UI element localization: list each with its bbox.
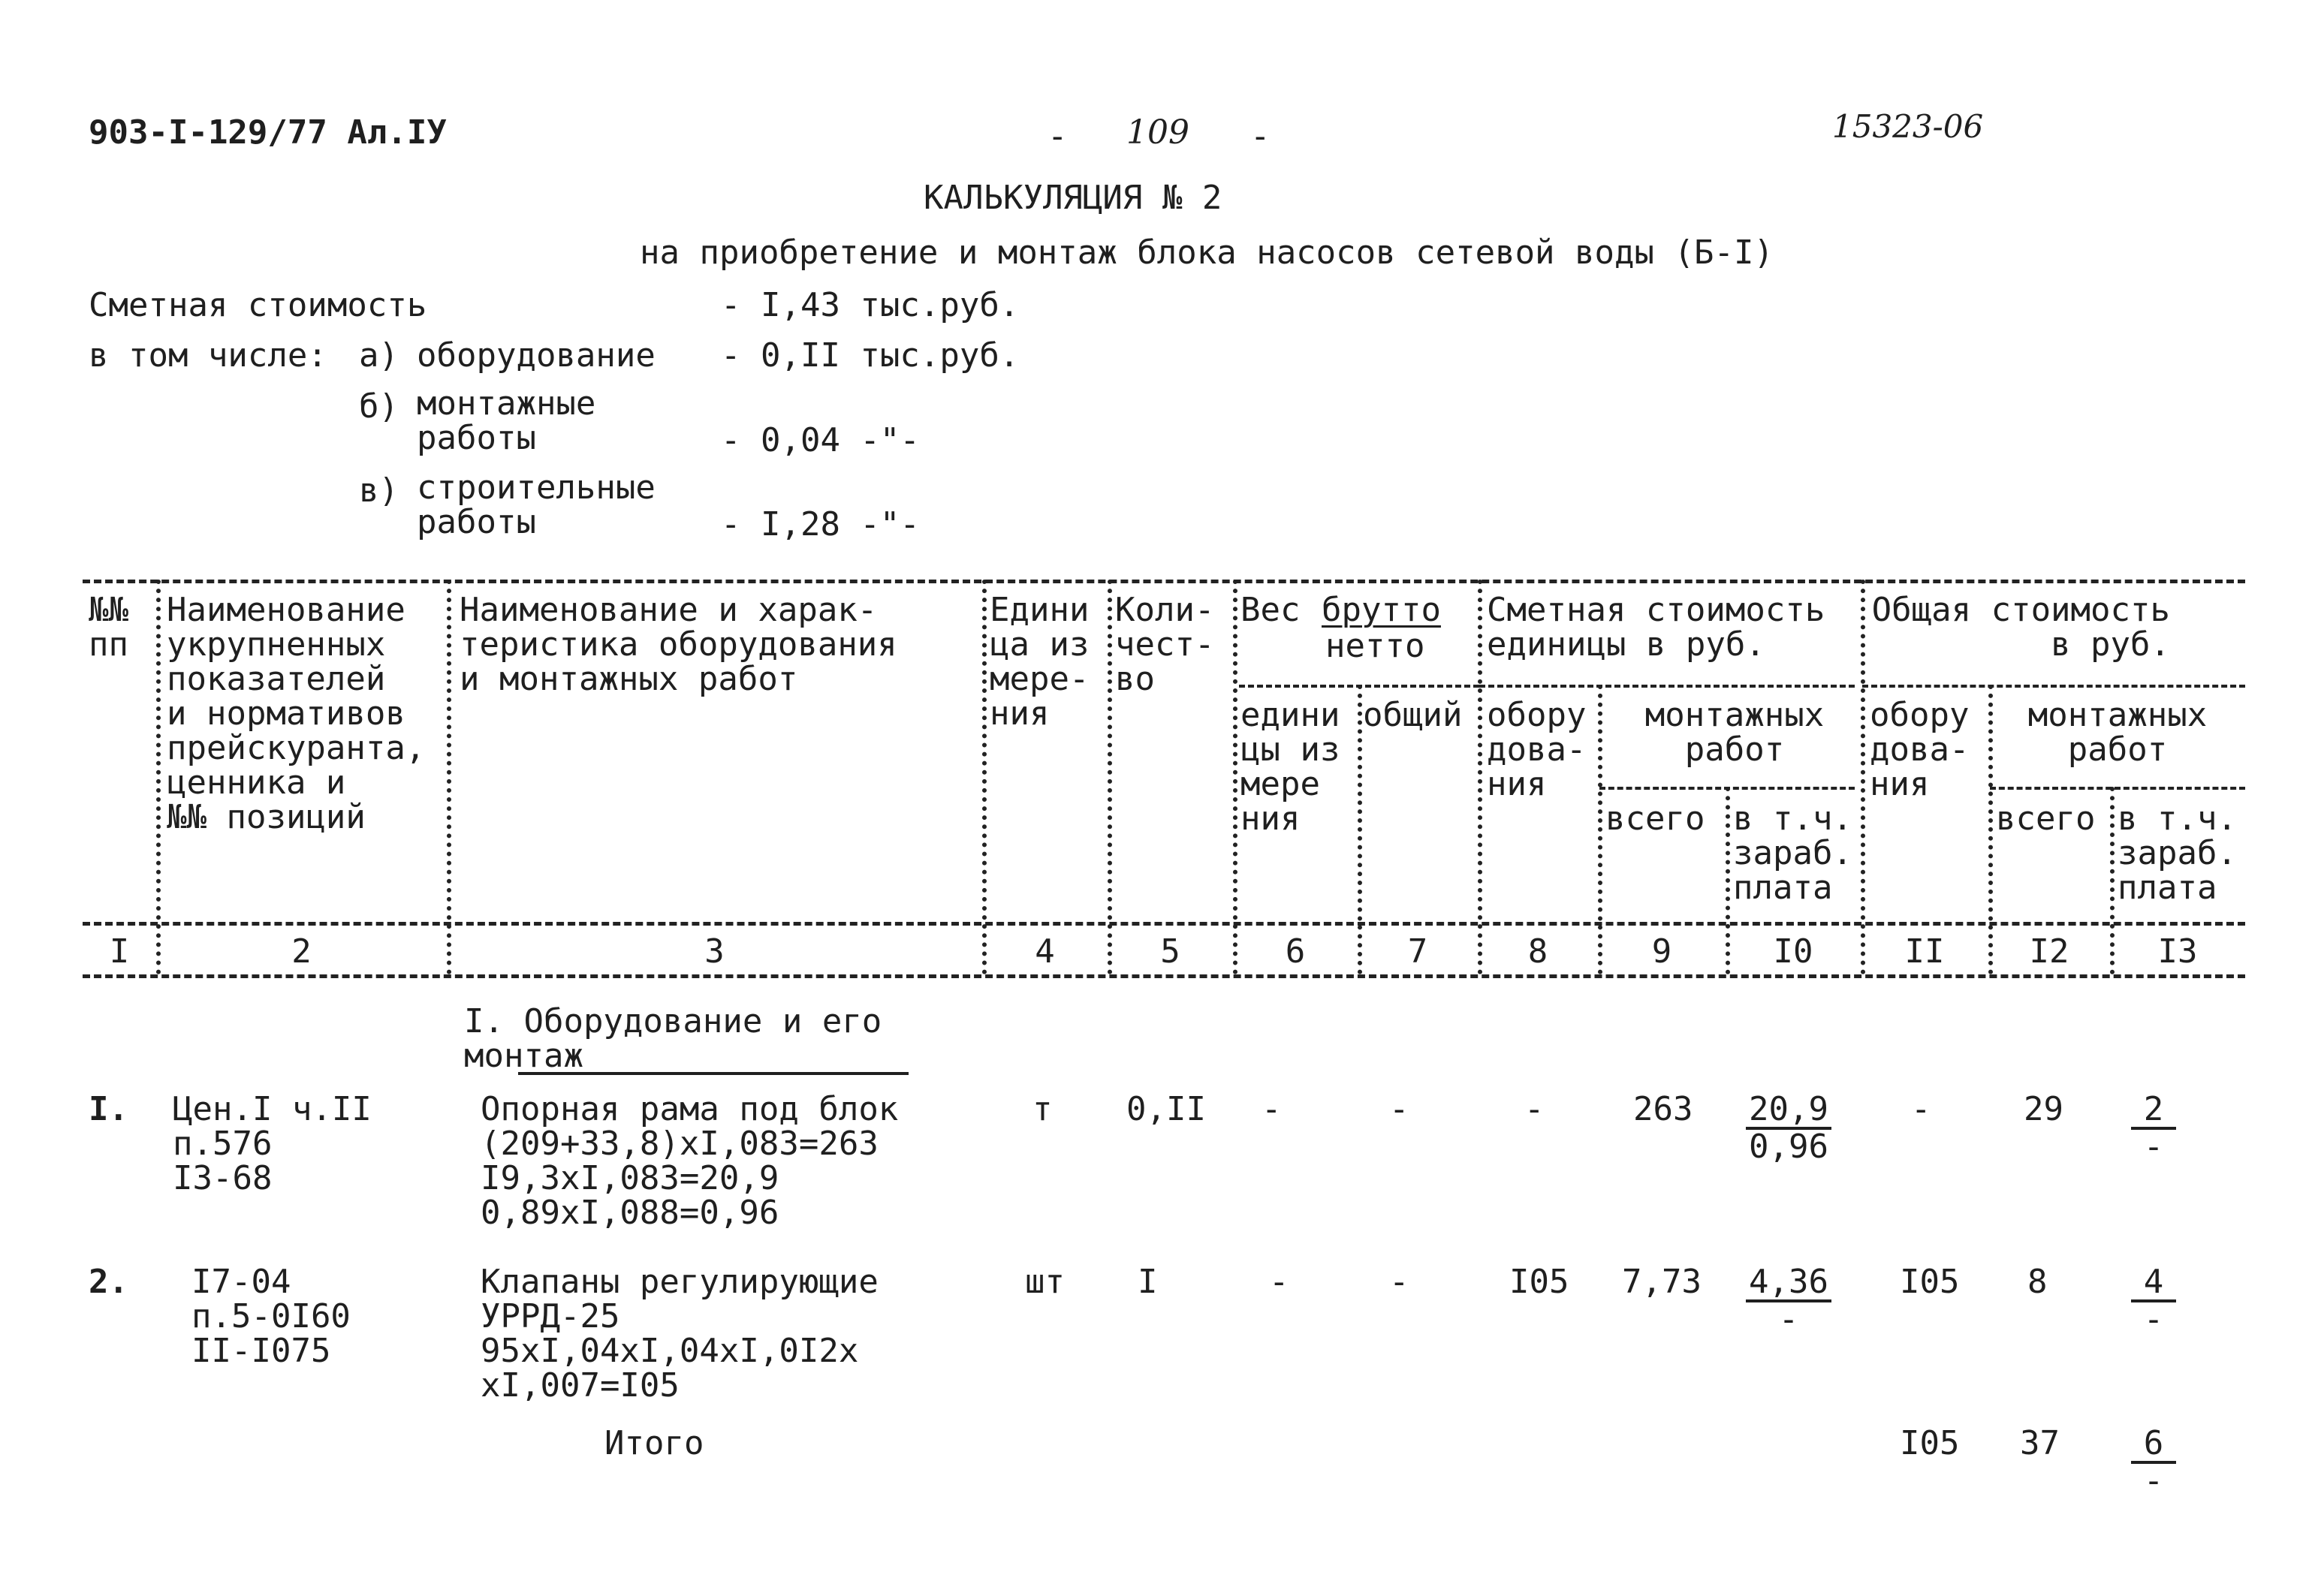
col-number-5: 5 (1160, 932, 1180, 971)
col-number-7: 7 (1407, 932, 1428, 971)
header-weight-net: нетто (1325, 627, 1425, 665)
row-unit: шт (1025, 1263, 1065, 1301)
col-divider-1 (156, 580, 161, 974)
summary-including-label: в том числе: (89, 336, 327, 375)
total-mont-subhead-rule (1990, 787, 2245, 790)
header-weight-label: Вес (1240, 591, 1301, 629)
summary-b-value: - 0,04 -"- (721, 421, 920, 459)
row-eq-unit-cost: - (1524, 1090, 1545, 1128)
page-number-dash-right: - (1250, 117, 1271, 155)
col-number-11: II (1904, 932, 1945, 971)
row-wage-unit-sub: 0,96 (1749, 1128, 1828, 1166)
header-col-7: общий (1363, 696, 1463, 734)
row-wage-unit (1746, 1092, 1831, 1164)
header-total-mont: монтажных работ (2027, 696, 2208, 769)
col-divider-6 (1358, 685, 1362, 974)
col-number-2: 2 (291, 932, 312, 971)
summary-v-label: строительные работы (417, 468, 656, 541)
row-description: Опорная рама под блок (209+33,8)хI,083=263 I9,3хI,083=20,9 0,89хI,088=0,96 (481, 1090, 899, 1232)
header-col-6: едини цы из мере ния (1240, 696, 1340, 838)
header-col-9: всего (1605, 800, 1705, 838)
header-unit-cost: Сметная стоимость единицы в руб. (1487, 591, 1825, 664)
section-title: I. Оборудование и его монтаж (464, 1002, 882, 1075)
col-number-3: 3 (704, 932, 725, 971)
summary-b-label: монтажные работы (417, 384, 596, 457)
total-eq: I05 (1900, 1424, 1960, 1462)
row-description: Клапаны регулирующие УРРД-25 95хI,04хI,04хI,0I2х хI,007=I05 (481, 1263, 879, 1405)
header-unit-mont: монтажных работ (1644, 696, 1825, 769)
row-wage-total-value: 4 (2131, 1265, 2176, 1302)
unit-cost-subhead-rule (1479, 685, 1855, 688)
col-number-6: 6 (1285, 932, 1306, 971)
total-wage (2131, 1426, 2176, 1498)
row-wage-unit-value: 20,9 (1746, 1092, 1831, 1130)
row-eq-unit-cost: I05 (1509, 1263, 1569, 1301)
row-weight-unit: - (1262, 1090, 1282, 1128)
row-wage-unit-sub: - (1778, 1300, 1799, 1339)
col-number-8: 8 (1527, 932, 1548, 971)
row-wage-total-value: 2 (2131, 1092, 2176, 1130)
summary-a-value: - 0,II тыс.руб. (721, 336, 1020, 375)
col-number-4: 4 (1035, 932, 1055, 971)
header-total-cost: Общая стоимость в руб. (1871, 591, 2170, 664)
row-wage-total (2131, 1265, 2176, 1337)
table-top-rule (83, 580, 2245, 583)
col-number-9: 9 (1651, 932, 1672, 971)
archive-stamp: 15323-06 (1832, 108, 1984, 145)
header-col-5: Коли- чест- во (1115, 591, 1215, 698)
header-col-11: обору дова- ния (1870, 696, 1970, 803)
row-mont-total: 29 (2024, 1090, 2063, 1128)
row-eq-total: - (1911, 1090, 1931, 1128)
col-divider-11 (1988, 685, 1993, 974)
total-mont: 37 (2020, 1424, 2060, 1462)
page-number: 109 (1126, 113, 1189, 152)
calc-subtitle: на приобретение и монтаж блока насосов сетевой воды (Б-I) (640, 233, 1774, 272)
row-wage-unit-value: 4,36 (1746, 1265, 1831, 1302)
col-number-1: I (109, 932, 130, 971)
row-wage-total (2131, 1092, 2176, 1164)
header-col-4: Едини ца из мере- ния (990, 591, 1090, 733)
row-ref: I7-04 п.5-0I60 II-I075 (191, 1263, 351, 1370)
total-wage-sub: - (2143, 1462, 2164, 1500)
page-number-dash-left: - (1047, 117, 1068, 155)
row-wage-unit (1746, 1265, 1831, 1337)
summary-b-letter: б) (359, 387, 399, 426)
total-wage-value: 6 (2131, 1426, 2176, 1464)
row-weight-unit: - (1269, 1263, 1289, 1301)
col-divider-3 (982, 580, 987, 974)
col-number-13: I3 (2157, 932, 2198, 971)
header-col-3: Наименование и харак- теристика оборудования и монтажных работ (460, 591, 897, 698)
row-weight-total: - (1389, 1090, 1409, 1128)
document-code: 903-I-129/77 Ал.IУ (89, 113, 447, 152)
summary-total-value: - I,43 тыс.руб. (721, 286, 1020, 324)
row-number: I. (89, 1090, 128, 1128)
row-quantity: I (1138, 1263, 1158, 1301)
summary-a-label: оборудование (417, 336, 656, 375)
header-col-12: всего (1996, 800, 2096, 838)
section-title-underline (518, 1072, 909, 1075)
colnum-bottom-rule (83, 974, 2245, 978)
col-divider-5 (1233, 580, 1237, 974)
header-col-1: №№ пп (89, 591, 128, 664)
row-eq-total: I05 (1900, 1263, 1960, 1301)
header-col-10: в т.ч. зараб. плата (1733, 800, 1852, 907)
summary-v-value: - I,28 -"- (721, 505, 920, 544)
header-bottom-rule (83, 922, 2245, 926)
header-col-8: обору дова- ния (1487, 696, 1587, 803)
total-cost-subhead-rule (1862, 685, 2245, 688)
col-divider-7 (1478, 580, 1482, 974)
row-wage-total-sub: - (2143, 1128, 2164, 1166)
col-divider-2 (447, 580, 451, 974)
col-divider-8 (1598, 685, 1602, 974)
summary-v-letter: в) (359, 471, 399, 510)
header-col-2: Наименование укрупненных показателей и нормативов прейскуранта, ценника и №№ позиций (167, 591, 426, 836)
header-weight-gross: брутто (1322, 591, 1441, 629)
row-mont-unit-cost: 263 (1633, 1090, 1693, 1128)
row-unit: т (1032, 1090, 1053, 1128)
col-number-12: I2 (2029, 932, 2069, 971)
header-col-13: в т.ч. зараб. плата (2118, 800, 2237, 907)
row-weight-total: - (1389, 1263, 1409, 1301)
row-number: 2. (89, 1263, 128, 1301)
row-quantity: 0,II (1126, 1090, 1206, 1128)
col-divider-4 (1108, 580, 1112, 974)
row-ref: Цен.I ч.II п.576 I3-68 (173, 1090, 372, 1197)
col-number-10: I0 (1773, 932, 1813, 971)
col-divider-10 (1861, 580, 1865, 974)
summary-total-label: Сметная стоимость (89, 286, 427, 324)
row-wage-total-sub: - (2143, 1300, 2164, 1339)
total-label: Итого (604, 1424, 704, 1462)
row-mont-unit-cost: 7,73 (1622, 1263, 1702, 1301)
row-mont-total: 8 (2027, 1263, 2048, 1301)
summary-a-letter: а) (359, 336, 399, 375)
calc-title: КАЛЬКУЛЯЦИЯ № 2 (924, 179, 1222, 217)
